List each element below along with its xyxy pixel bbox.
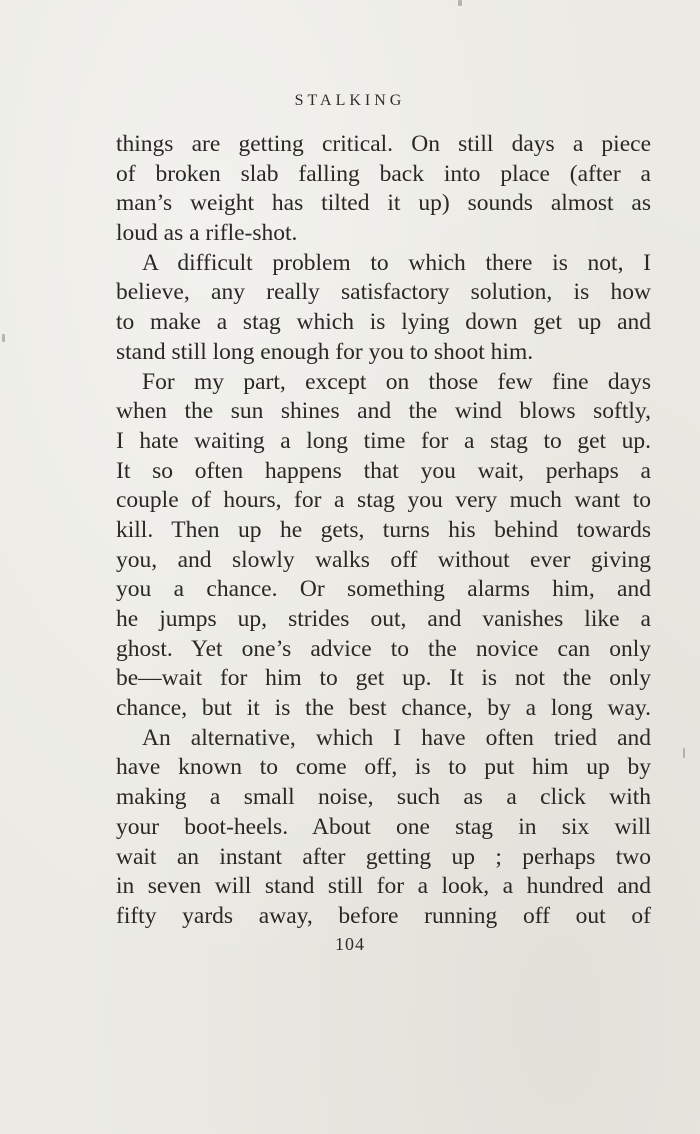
text-line: couple of hours, for a stag you very much want to (116, 487, 651, 514)
text-line: your boot-heels. About one stag in six will (116, 813, 651, 840)
text-line: man’s weight has tilted it up) sounds almost as (116, 190, 651, 217)
body-text (116, 130, 651, 932)
running-head: STALKING (294, 92, 406, 109)
text-line: of broken slab falling back into place (after a (116, 160, 651, 187)
text-line: kill. Then up he gets, turns his behind towards (116, 516, 651, 543)
text-line: loud as a rifle-shot. (116, 220, 298, 247)
text-line: ghost. Yet one’s advice to the novice can only (116, 635, 651, 662)
paper-speck (683, 748, 685, 758)
text-line: chance, but it is the best chance, by a long way. (116, 695, 651, 722)
text-line: stand still long enough for you to shoot him. (116, 338, 534, 365)
text-line: he jumps up, strides out, and vanishes like a (116, 606, 651, 632)
text-line: An alternative, which I have often tried and (142, 724, 651, 751)
text-line: be—wait for him to get up. It is not the only (116, 665, 651, 692)
text-line: making a small noise, such as a click with (116, 784, 651, 811)
text-line: For my part, except on those few fine days (142, 368, 651, 395)
text-line: It so often happens that you wait, perhaps a (116, 457, 651, 484)
page-number: 104 (335, 934, 365, 954)
text-line: I hate waiting a long time for a stag to get up. (116, 427, 651, 454)
text-line: wait an instant after getting up ; perhaps two (116, 843, 651, 870)
text-line: in seven will stand still for a look, a hundred and (116, 873, 651, 900)
paper-speck (2, 334, 5, 342)
text-line: believe, any really satisfactory solution, is how (116, 279, 651, 306)
text-line: you, and slowly walks off without ever giving (116, 546, 651, 573)
paper-speck (458, 0, 462, 6)
text-line: when the sun shines and the wind blows softly, (116, 398, 651, 425)
text-line: to make a stag which is lying down get up and (116, 309, 651, 336)
text-line: A difficult problem to which there is not, I (142, 249, 651, 276)
text-line: things are getting critical. On still days a piece (116, 131, 651, 157)
text-line: you a chance. Or something alarms him, and (116, 576, 651, 603)
text-line: have known to come off, is to put him up by (116, 754, 651, 781)
text-line: fifty yards away, before running off out of (116, 902, 651, 929)
